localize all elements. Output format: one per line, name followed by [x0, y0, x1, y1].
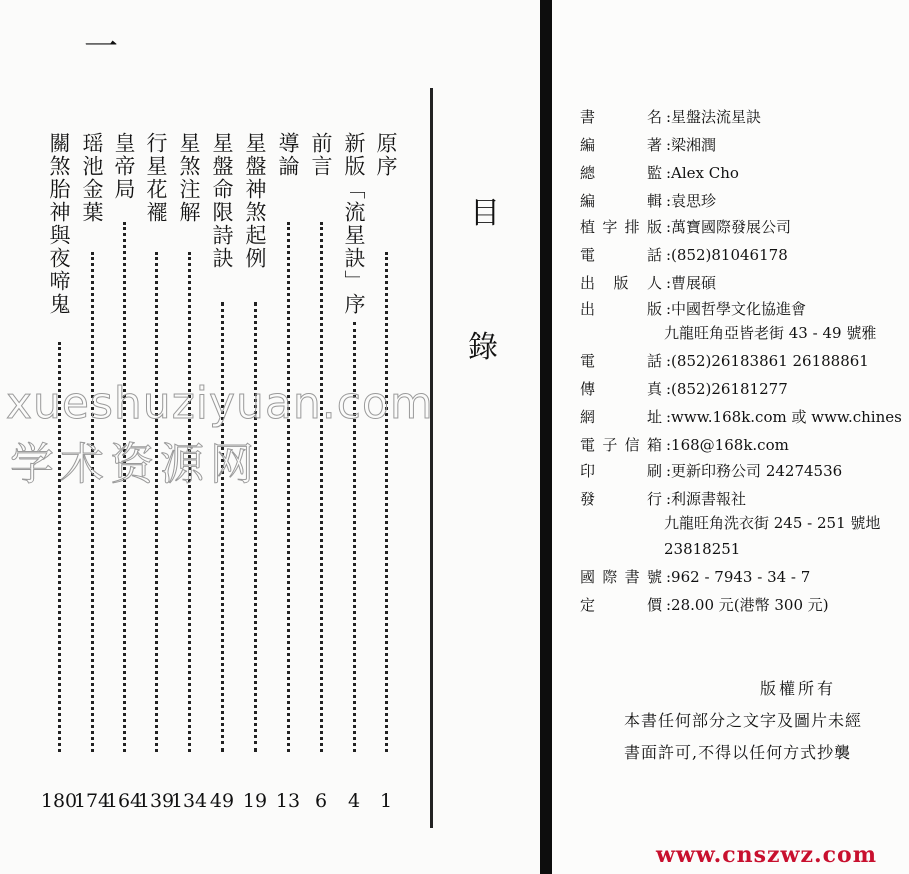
- toc-entry: [272, 132, 304, 812]
- imprint-row: [580, 162, 909, 183]
- toc-leader-dots: [287, 222, 290, 752]
- imprint-value: :曹展碩: [666, 274, 717, 292]
- imprint-value: :袁思珍: [666, 192, 717, 210]
- imprint-row: [580, 244, 909, 265]
- imprint-value: :梁湘潤: [666, 136, 717, 154]
- imprint-label: 網址: [580, 408, 662, 426]
- distributor-phone: 23818251: [664, 540, 741, 558]
- imprint-label: 國際書號: [580, 568, 662, 586]
- toc-entry-page: 174: [73, 790, 111, 812]
- toc-entry-title: 行星花襬: [144, 132, 168, 224]
- heading-character: 錄: [468, 330, 498, 365]
- heading-character: 目: [470, 196, 500, 231]
- imprint-label: 電話: [580, 246, 662, 264]
- imprint-label: 出版人: [580, 274, 662, 292]
- watermark-text: 学术资源网: [10, 439, 260, 490]
- toc-leader-dots: [385, 252, 388, 752]
- site-watermark: www.cnszwz.com: [656, 842, 877, 868]
- toc-leader-dots: [254, 302, 257, 752]
- toc-entry-title: 關煞胎神與夜啼鬼: [47, 132, 71, 316]
- toc-entry-title: 導論: [276, 132, 300, 178]
- toc-entry-title: 星煞注解: [177, 132, 201, 224]
- toc-leader-dots: [91, 252, 94, 752]
- imprint-row: [580, 460, 909, 481]
- imprint-value: :(852)26181277: [666, 380, 788, 398]
- imprint-label: 編著: [580, 136, 662, 154]
- imprint-row: [580, 378, 909, 399]
- copyright-title: 版權所有: [760, 679, 837, 698]
- imprint-value: :萬寶國際發展公司: [666, 218, 792, 236]
- toc-entry-page: 164: [105, 790, 143, 812]
- imprint-label: 傳真: [580, 380, 662, 398]
- toc-entry-page: 1: [379, 790, 393, 812]
- toc-leader-dots: [188, 252, 191, 752]
- imprint-value: :168@168k.com: [666, 436, 789, 454]
- imprint-row: [580, 272, 909, 293]
- imprint-row: [580, 406, 909, 427]
- toc-entry-title: 新版「流星訣」序: [342, 132, 366, 316]
- toc-entry-page: 49: [209, 790, 235, 812]
- imprint-value: :更新印務公司 24274536: [666, 462, 843, 480]
- toc-entry-page: 139: [137, 790, 175, 812]
- watermark-text: xueshuziyuan.com: [6, 378, 434, 429]
- imprint-label: 印刷: [580, 462, 662, 480]
- imprint-label: 編輯: [580, 192, 662, 210]
- imprint-value: :星盤法流星訣: [666, 108, 762, 126]
- imprint-label: 發行: [580, 490, 662, 508]
- imprint-row: [580, 434, 909, 455]
- toc-entry-page: 6: [314, 790, 328, 812]
- imprint-value: :28.00 元(港幣 300 元): [666, 596, 829, 614]
- imprint-row: [580, 216, 909, 237]
- toc-entry-title: 瑶池金葉: [80, 132, 104, 224]
- toc-entry: [338, 132, 370, 812]
- divider-rule: [430, 88, 433, 828]
- toc-entry-title: 前言: [309, 132, 333, 178]
- imprint-label: 電話: [580, 352, 662, 370]
- imprint-row: [580, 298, 909, 319]
- imprint-row: [580, 594, 909, 615]
- imprint-row: [580, 566, 909, 587]
- imprint-value: :962 - 7943 - 34 - 7: [666, 568, 811, 586]
- imprint-label: 出版: [580, 300, 662, 318]
- copyright-line: 書面許可,不得以任何方式抄襲: [624, 743, 852, 762]
- page-marker: 一: [84, 27, 118, 67]
- imprint-row: [580, 350, 909, 371]
- toc-entry-page: 4: [347, 790, 361, 812]
- imprint-label: 書名: [580, 108, 662, 126]
- toc-leader-dots: [320, 222, 323, 752]
- toc-entry-page: 13: [275, 790, 301, 812]
- imprint-row: [580, 134, 909, 155]
- book-spine-shadow: [540, 0, 552, 874]
- imprint-value: :www.168k.com 或 www.chines: [666, 408, 902, 426]
- imprint-label: 電子信箱: [580, 436, 662, 454]
- imprint-row: [580, 488, 909, 509]
- toc-entry-page: 180: [40, 790, 78, 812]
- toc-entry-page: 134: [170, 790, 208, 812]
- toc-entry-title: 皇帝局: [112, 132, 136, 201]
- toc-leader-dots: [221, 302, 224, 752]
- toc-entry-title: 星盤神煞起例: [243, 132, 267, 270]
- right-page: [552, 0, 909, 874]
- toc-leader-dots: [155, 252, 158, 752]
- imprint-row: [580, 190, 909, 211]
- toc-entry-page: 19: [242, 790, 268, 812]
- imprint-value: :(852)81046178: [666, 246, 788, 264]
- toc-entry: [370, 132, 402, 812]
- copyright-line: 本書任何部分之文字及圖片未經: [624, 711, 863, 730]
- imprint-value: :利源書報社: [666, 490, 747, 508]
- publisher-address: 九龍旺角亞皆老街 43 - 49 號雅: [664, 324, 877, 342]
- imprint-label: 總監: [580, 164, 662, 182]
- imprint-value: :中國哲學文化協進會: [666, 300, 807, 318]
- imprint-label: 定價: [580, 596, 662, 614]
- imprint-value: :Alex Cho: [666, 164, 739, 182]
- imprint-row: [580, 106, 909, 127]
- distributor-address: 九龍旺角洗衣街 245 - 251 號地: [664, 514, 881, 532]
- toc-entry-title: 原序: [374, 132, 398, 178]
- toc-entry: [305, 132, 337, 812]
- imprint-label: 植字排版: [580, 218, 662, 236]
- imprint-value: :(852)26183861 26188861: [666, 352, 869, 370]
- toc-entry-title: 星盤命限詩訣: [210, 132, 234, 270]
